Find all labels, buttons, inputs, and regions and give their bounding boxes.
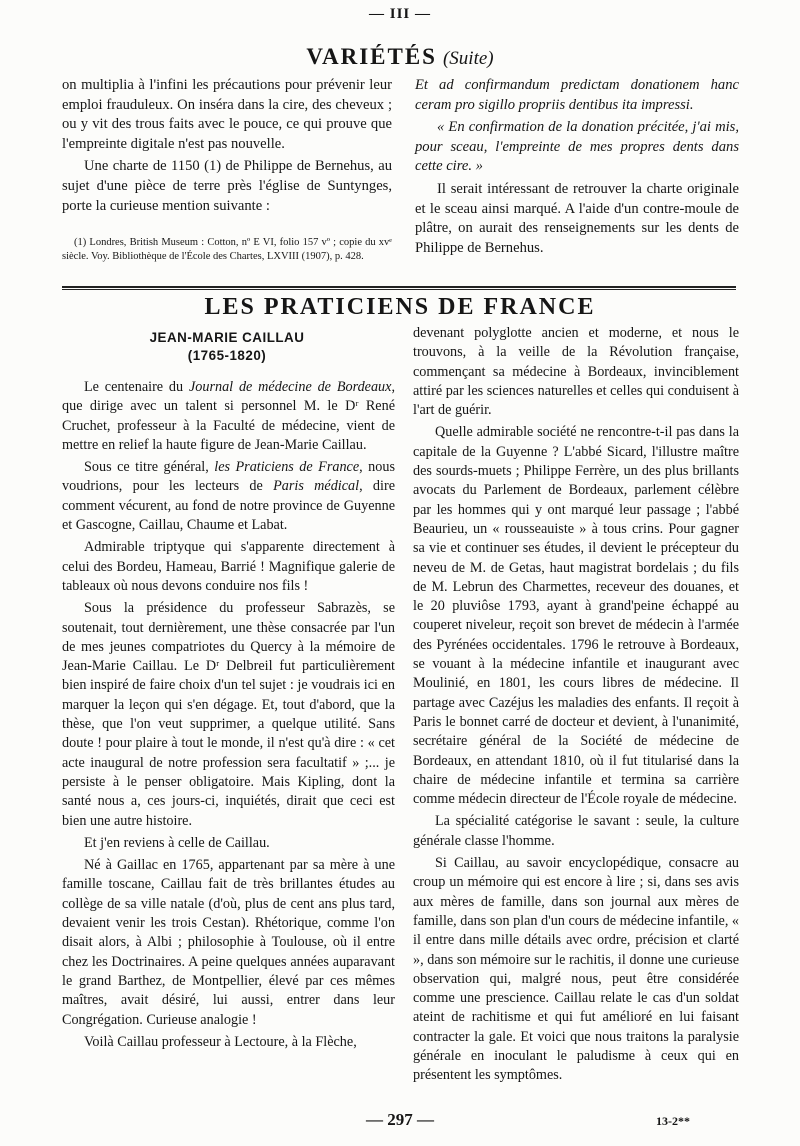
left-paragraph-1-start: Le centenaire du — [84, 379, 189, 395]
article-subject-dates: (1765-1820) — [187, 348, 267, 363]
left-paragraph-6: Né à Gaillac en 1765, appartenant par sa mère à une famille toscane, Caillau fait de très brillantes études au collège de sa ville natale (d'où, plus de cent ans plus tard, devaient venir les trois Cestan). Rhétorique, comme l'on disait alors, à Albi ; philosophie à Toulouse, où il entre chez les Doctrinaires. A peine quelques années auparavant le grand Barthez, de Montpellier, élevé par ces mêmes maîtres, avait désiré, lui aussi, entrer dans leur Congrégation. Curieuse analogie ! — [62, 857, 395, 1028]
left-paragraph-2 — [62, 458, 395, 535]
left-paragraph-2-middle: , nous voudrions, pour les lecteurs de — [62, 459, 395, 495]
section-title-suite: (Suite) — [442, 48, 494, 69]
section-divider-thin — [62, 289, 736, 290]
left-paragraph-4: Sous la présidence du professeur Sabrazès, se soutenait, tout dernièrement, une thèse consacrée par l'un de mes jeunes compatriotes du Quercy à la mémoire de Jean-Marie Caillau. Le Dʳ Delbreil fut particulièrement bien inspiré de faire choix d'un tel sujet : je voudrais ici en marquer la leçon qui s'en dégage. Et, tout d'abord, que la thèse, que l'on veut supprimer, a quelque utilité. Sans doute ! pour plaire à tout le monde, il n'est qu'à dire : « cet acte inaugural de notre profession sera facultatif » ;... je persiste à le penser obligatoire. Mais Kipling, dont la santé nous a, ces jours-ci, inquiétés, dirait que ceci est bien une autre histoire. — [62, 600, 395, 829]
top-right-paragraph-3: Il serait intéressant de retrouver la charte originale et le sceau ainsi marqué. A l'aide d'un contre-moule de plâtre, on aurait des renseignements sur les dents de Philippe de Bernehus. — [415, 180, 739, 256]
section-title — [0, 44, 800, 70]
left-paragraph-2-end: , dire comment vécurent, au fond de notre province de Guyenne et Gascogne, Caillau, Chaume et Labat. — [62, 478, 395, 534]
left-paragraph-1 — [62, 378, 395, 455]
left-paragraph-7: Voilà Caillau professeur à Lectoure, à la Flèche, — [84, 1033, 357, 1050]
section-title-text: VARIÉTÉS — [306, 44, 437, 69]
left-paragraph-5: Et j'en reviens à celle de Caillau. — [84, 834, 270, 851]
french-quote: « En confirmation de la donation précitée, j'ai mis, pour sceau, l'empreinte de mes propres dents dans cette cire. » — [415, 119, 739, 175]
article-title: LES PRATICIENS DE FRANCE — [204, 294, 596, 320]
right-paragraph-4: Si Caillau, au savoir encyclopédique, consacre au croup un mémoire qui est encore à lire ; si, dans ses avis aux mères de famille, dans son journal aux mères de famille, dans son plan d'un cours de médecine infantile, « il entre dans mille détails avec ordre, précision et clarté », dans son mémoire sur le rachitis, il donne une curieuse observation qui, malgré nous, peut être considérée comme une prescience. Caillau relate le cas d'un soldat ateint de rachitisme et qui fut amélioré en lui faisant contracter la gale. Et voici que nous traitons la paralysie générale en inoculant le paludisme à ceux qui en présentent les symptômes. — [413, 855, 740, 1084]
latin-quote: Et ad confirmandum predictam donationem hanc ceram pro sigillo propriis dentibus ita impressi. — [415, 77, 739, 113]
top-right-column — [415, 76, 739, 258]
right-paragraph-3: La spécialité catégorise le savant : seule, la culture générale classe l'homme. — [413, 813, 739, 849]
article-right-column — [413, 324, 739, 1086]
section-divider-thick — [62, 286, 736, 288]
journal-name-paris-medical: Paris médical — [273, 478, 360, 495]
article-left-column — [62, 378, 395, 1052]
signature-code: 13-2** — [656, 1114, 690, 1128]
right-paragraph-2: Quelle admirable société ne rencontre-t-il pas dans la capitale de la Guyenne ? L'abbé Sicard, l'illustre maître des sourds-muets ; Philippe Ferrère, un des plus brillants avocats du Parlement de Bordeaux, parlement célèbre par les hommes qui y ont marqué leur passage ; l'abbé Beaurieu, un « rousseauiste » à tous crins. Pour gagner sa vie et continuer ses études, il devient le précepteur du neveu de M. de Getas, haut magistrat bordelais ; du fils de M. Lebrun des Charmettes, receveur des douanes, et le 20 pluviôse 1793, ayant à grand'peine échappé au couperet niveleur, reçoit son brevet de médecin à l'armée des Pyrénées occidentales. 1796 le retrouve à Bordeaux, se vouant à la médecine infantile et inaugurant avec Moulinié, en 1801, les cours libres de médecine. Il partage avec Cazéjus les maladies des enfants. Il reçoit à Paris le bonnet carré de docteur et devient, à l'unanimité, secrétaire général de la Société de médecine de Bordeaux, en attendant 1810, où il fut titularisé dans la chaire de médecine infantile et termina sa carrière comme médecin directeur de l'École royale de médecine. — [413, 424, 739, 808]
left-paragraph-1-end: , que dirige avec un talent si personnel M. le Dʳ René Cruchet, professeur à la Faculté de médecine, vient de mettre en relief la haute figure de Jean-Marie Caillau. — [62, 379, 395, 453]
page-number: — 297 — — [366, 1110, 434, 1129]
top-left-column — [62, 76, 392, 216]
journal-title: Journal de médecine de Bordeaux — [188, 379, 392, 395]
left-paragraph-3: Admirable triptyque qui s'apparente directement à celui des Bordeu, Hameau, Barrié ! Magnifique galerie de tableaux où nous devons conduire nos fils ! — [62, 539, 395, 594]
article-subject-name: JEAN-MARIE CAILLAU — [149, 330, 305, 345]
top-left-paragraph-1: on multiplia à l'infini les précautions pour prévenir leur emploi frauduleux. On inséra dans la cire, des cheveux ; ou y vit des trous faits avec le pouce, ce qui prouve que l'empreinte digitale n'est pas nouvelle. — [62, 77, 392, 152]
left-paragraph-2-start: Sous ce titre général, — [84, 459, 215, 476]
right-paragraph-1: devenant polyglotte ancien et moderne, et nous le trouvons, à la veille de la Révolution française, commençant sa médecine à Bordeaux, invinciblement attiré par les sciences naturelles et celles qui conduisent à l'art de guérir. — [413, 325, 739, 419]
footnote-text: (1) Londres, British Museum : Cotton, nº E VI, folio 157 vº ; copie du xvᵉ siècle. Voy. Bibliothèque de l'École des Chartes, LXVIII (1907), p. 428. — [62, 237, 392, 262]
footnote — [62, 236, 392, 263]
top-left-paragraph-2: Une charte de 1150 (1) de Philippe de Bernehus, au sujet d'une pièce de terre près l'église de Suntynges, porte la curieuse mention suivante : — [62, 158, 392, 214]
series-title: les Praticiens de France — [214, 459, 360, 476]
page-number-roman: — III — — [368, 6, 431, 22]
